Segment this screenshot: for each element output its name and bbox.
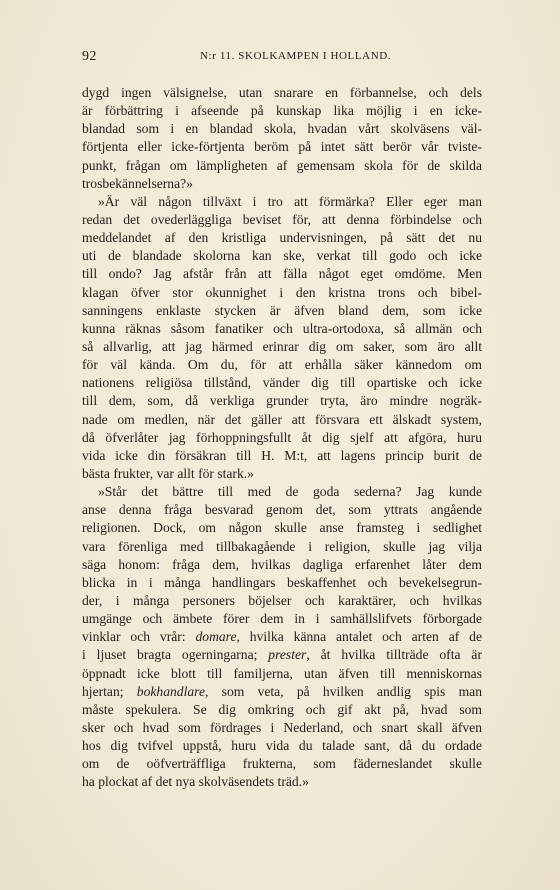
text-line: »Står det bättre till med de goda sederna? Jag kunde	[98, 484, 482, 500]
text-segment: i ljuset bragta ogerningarna;	[82, 647, 269, 663]
text-line: uti de blandade skolorna kan ske, verkat till godo och icke	[82, 248, 482, 264]
text-line	[82, 683, 482, 701]
text-line: dygd ingen välsignelse, utan snarare en förbannelse, och dels	[82, 85, 482, 100]
text-line: för väl kända. Om du, för att erhålla säker kännedom om	[82, 357, 482, 373]
text-line: der, i många personers böjelser och karaktärer, och hvilkas	[82, 592, 482, 608]
text-line: till dem, som, då verkliga grunder tryta, äro mindre nogräk-	[82, 393, 482, 409]
text-segment: hjertan;	[82, 683, 137, 699]
text-line: blicka in i många handlingars beskaffenhet och bevekelsegrun-	[82, 574, 482, 590]
text-line: måste spekulera. Se dig omkring och gif akt på, hvad som	[82, 701, 482, 717]
text-line: kunna räknas såsom fanatiker och ultra-ortodoxa, så allmän och	[82, 320, 482, 336]
text-segment: , som veta, på hvilken andlig spis man	[205, 683, 482, 699]
text-line: »Är väl någon tillväxt i tro att förmärka? Eller eger man	[98, 193, 482, 209]
emphasized-word: prester	[268, 647, 307, 663]
text-line: förtjenta eller icke-förtjenta beröm på intet sätt berör vår tviste-	[82, 139, 482, 155]
emphasized-word: domare	[195, 629, 237, 645]
text-line	[82, 646, 482, 664]
emphasized-word: bokhandlare	[136, 683, 205, 699]
body-text	[82, 84, 482, 791]
text-line	[82, 628, 482, 646]
text-line: så allvarlig, att jag härmed erinrar dig om saker, som äro allt	[82, 338, 482, 354]
text-line: punkt, frågan om lämpligheten af gemensam skola för de skilda	[82, 157, 482, 173]
text-line: sker och hvad som fördrages i Nederland, och snart skall äfven	[82, 719, 482, 735]
text-line: hos dig tvifvel uppstå, huru vida du talade sant, då du ordade	[82, 738, 482, 754]
text-line: blandad som i en blandad skola, hvadan vårt skolväsens väl-	[82, 121, 482, 137]
text-line: anse denna fråga besvarad genom det, som yttrats angående	[82, 502, 482, 518]
text-line: religionen. Dock, om någon skulle anse framsteg i sedlighet	[82, 520, 482, 536]
text-line: nade om medlen, när det gäller att försvara ett älskadt system,	[82, 411, 482, 427]
text-line: sanningens enklaste stycken är äfven bland dem, som icke	[82, 302, 482, 318]
text-line: nationens religiösa tillstånd, vänder dig till opartiske och icke	[82, 375, 482, 391]
text-line: umgänge och ämbete förer dem in i samhällslifvets förborgade	[82, 611, 482, 627]
text-line: öppnadt icke blott till familjerna, utan äfven till menniskornas	[82, 665, 482, 681]
text-line: redan det ovederläggliga beviset för, att denna förbindelse och	[82, 211, 482, 227]
text-line: bästa frukter, var allt för stark.»	[82, 465, 254, 481]
running-title: N:r 11. SKOLKAMPEN I HOLLAND.	[200, 50, 392, 62]
text-line: ha plockat af det nya skolväsendets träd.»	[82, 774, 309, 790]
text-line: meddelandet af den kristliga undervisningen, på sätt det nu	[82, 230, 482, 246]
page-number: 92	[82, 49, 97, 64]
text-segment: vinklar och vrår:	[82, 629, 196, 645]
text-line: är förbättring i afseende på kunskap lika möjlig i en icke-	[82, 103, 482, 119]
text-line: klagan öfver stor okunnighet i den kristna trons och bibel-	[82, 284, 482, 300]
page-header	[82, 49, 482, 67]
text-line: till ondo? Jag afstår från att fälla något eget omdöme. Men	[82, 266, 482, 282]
text-line: trosbekännelserna?»	[82, 175, 193, 191]
text-line: om de oöfverträffliga frukterna, som fäderneslandet skulle	[82, 756, 482, 772]
text-line: då öfverlåter jag förhoppningsfullt åt dig sjelf att afgöra, huru	[82, 429, 482, 445]
text-segment: , åt hvilka tillträde ofta är	[306, 647, 482, 663]
text-line: vida icke din försäkran till H. M:t, att lagens princip burit de	[82, 447, 482, 463]
text-line: säga honom: fråga dem, hvilkas dagliga erfarenhet låter dem	[82, 556, 482, 572]
text-segment: , hvilka känna antalet och arten af de	[236, 629, 482, 645]
text-line: vara förenliga med tillbakagående i religion, skulle jag vilja	[82, 538, 482, 554]
